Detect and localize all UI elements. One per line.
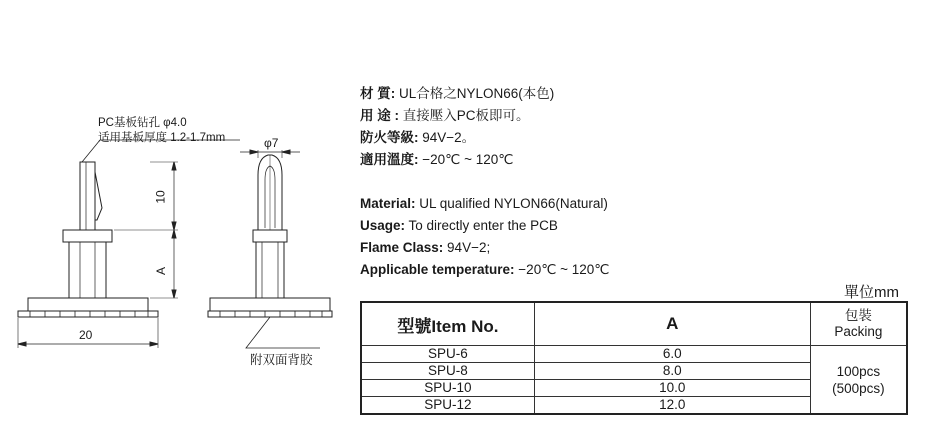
cell-a: 8.0 (534, 363, 810, 380)
spec-table (360, 301, 908, 415)
cell-item: SPU-6 (361, 346, 534, 363)
spec-cn-temp: 適用溫度: −20℃ ~ 120℃ (360, 152, 514, 167)
header-packing-cn: 包裝 (844, 308, 872, 323)
dim-phi7-label: φ7 (264, 136, 279, 150)
cell-item: SPU-10 (361, 380, 534, 397)
packing-qty: 100pcs (836, 363, 881, 379)
spec-en-temp: Applicable temperature: −20℃ ~ 120℃ (360, 262, 610, 277)
cell-item: SPU-8 (361, 363, 534, 380)
technical-drawing (0, 0, 360, 433)
header-item-no: 型號Item No. (361, 302, 534, 346)
thickness-note: 适用基板厚度 1.2-1.7mm (98, 132, 226, 144)
spec-cn-material: 材 質: UL合格之NYLON66(本色) (360, 86, 555, 101)
adhesive-note: 附双面背胶 (250, 353, 313, 367)
spec-cn-usage: 用 途 : 直接壓入PC板即可。 (360, 108, 530, 123)
spec-en-usage: Usage: To directly enter the PCB (360, 218, 558, 233)
side-view (208, 150, 332, 348)
unit-label: 單位mm (844, 284, 899, 301)
dim-20-label: 20 (79, 328, 93, 342)
dim-10-label: 10 (153, 190, 168, 204)
spec-en-flame: Flame Class: 94V−2; (360, 240, 491, 255)
header-a: A (534, 302, 810, 346)
spec-cn-flame: 防火等級: 94V−2。 (360, 130, 476, 145)
table-header (361, 302, 907, 346)
dim-a-label: A (154, 266, 169, 276)
cell-a: 12.0 (534, 397, 810, 415)
front-view (18, 140, 240, 348)
cell-packing (810, 346, 907, 415)
spec-en-material: Material: UL qualified NYLON66(Natural) (360, 196, 608, 211)
hole-note: PC基板钻孔 φ4.0 (98, 117, 187, 129)
header-packing (810, 302, 907, 346)
header-packing-en: Packing (834, 324, 883, 339)
cell-item: SPU-12 (361, 397, 534, 415)
cell-a: 10.0 (534, 380, 810, 397)
packing-qty-bulk: (500pcs) (832, 380, 885, 396)
cell-a: 6.0 (534, 346, 810, 363)
table-row (361, 346, 907, 363)
